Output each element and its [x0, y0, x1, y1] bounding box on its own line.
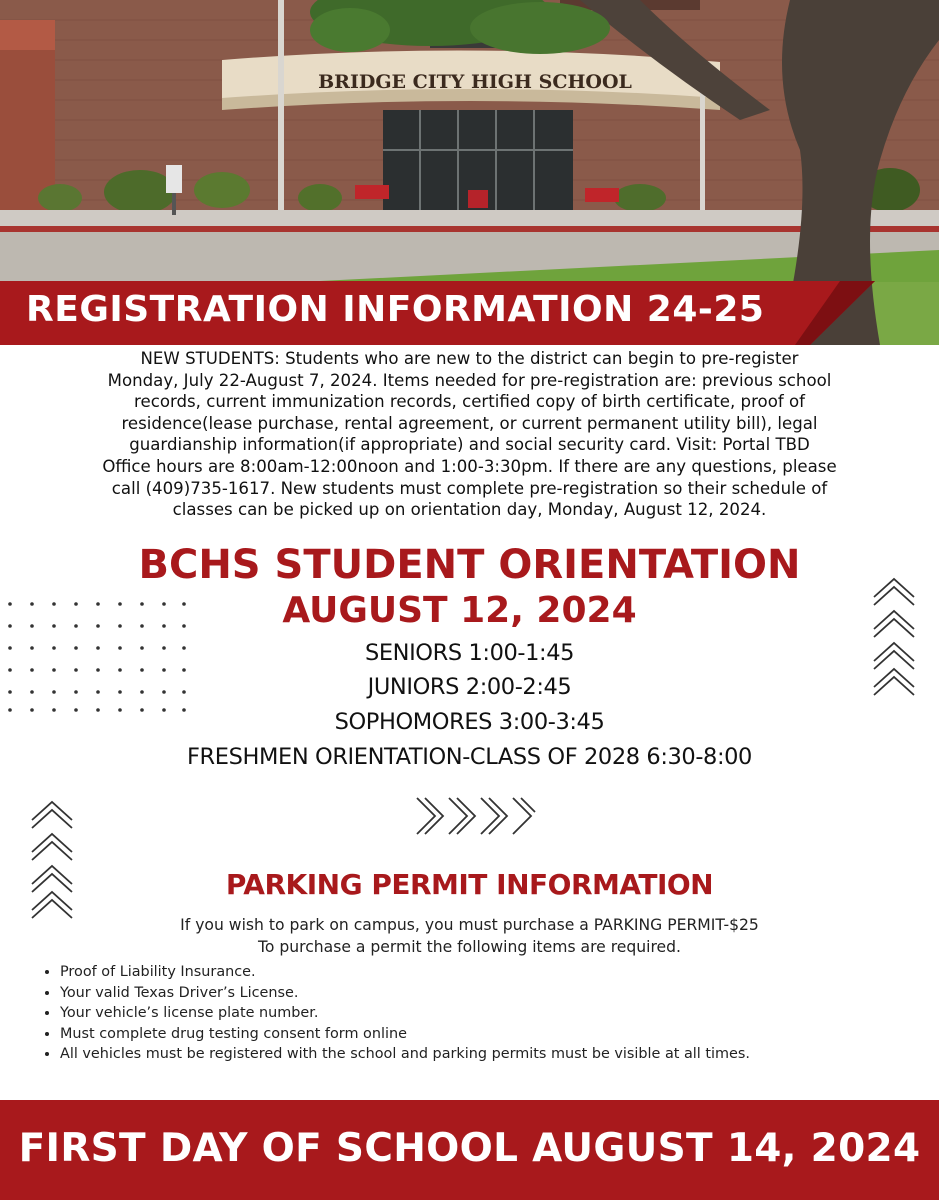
parking-title: PARKING PERMIT INFORMATION	[225, 868, 714, 901]
footer-banner	[0, 1100, 939, 1200]
list-item: • Must complete drug testing consent form online	[60, 1024, 750, 1045]
list-item: • Proof of Liability Insurance.	[60, 962, 750, 983]
chevron-up-icon	[28, 798, 76, 920]
building-sign: BRIDGE CITY HIGH SCHOOL	[318, 71, 632, 93]
orientation-date: AUGUST 12, 2024	[282, 590, 637, 631]
schedule-seniors: SENIORS 1:00-1:45	[364, 640, 575, 666]
schedule-freshmen: FRESHMEN ORIENTATION-CLASS OF 2028 6:30-8:00	[187, 744, 752, 770]
registration-title: REGISTRATION INFORMATION 24-25	[26, 289, 765, 330]
list-item: • All vehicles must be registered with the school and parking permits must be visible at all times.	[60, 1044, 750, 1065]
orientation-title: BCHS STUDENT ORIENTATION	[138, 542, 801, 588]
chevron-up-icon	[870, 575, 918, 697]
dot-grid-pattern	[8, 602, 188, 712]
parking-line-2: To purchase a permit the following items are required.	[257, 938, 682, 956]
parking-line-1: If you wish to park on campus, you must purchase a PARKING PERMIT-$25	[180, 916, 759, 934]
schedule-sophomores: SOPHOMORES 3:00-3:45	[334, 709, 605, 735]
parking-requirements-list	[38, 962, 750, 1065]
list-item: • Your valid Texas Driver’s License.	[60, 983, 750, 1004]
first-day-text: FIRST DAY OF SCHOOL AUGUST 14, 2024	[18, 1126, 921, 1171]
schedule-juniors: JUNIORS 2:00-2:45	[367, 674, 572, 700]
list-item: • Your vehicle’s license plate number.	[60, 1003, 750, 1024]
new-students-paragraph: NEW STUDENTS: Students who are new to the district can begin to pre-register Monday, July 22-August 7, 2024. Items needed for pre-registration are: previous school records, current immunization records, certified copy of birth certificate, proof of residence(lease purchase, rental agreement, or current permanent utility bill), legal guardianship information(if appropriate) and social security card. Visit: Portal TBD Office hours are 8:00am-12:00noon and 1:00-3:30pm. If there are any questions, please call (409)735-1617. New students must complete pre-registration so their schedule of classes can be picked up on orientation day, Monday, August 12, 2024.	[102, 349, 837, 520]
chevron-right-icon	[413, 796, 537, 836]
registration-banner	[0, 281, 875, 345]
